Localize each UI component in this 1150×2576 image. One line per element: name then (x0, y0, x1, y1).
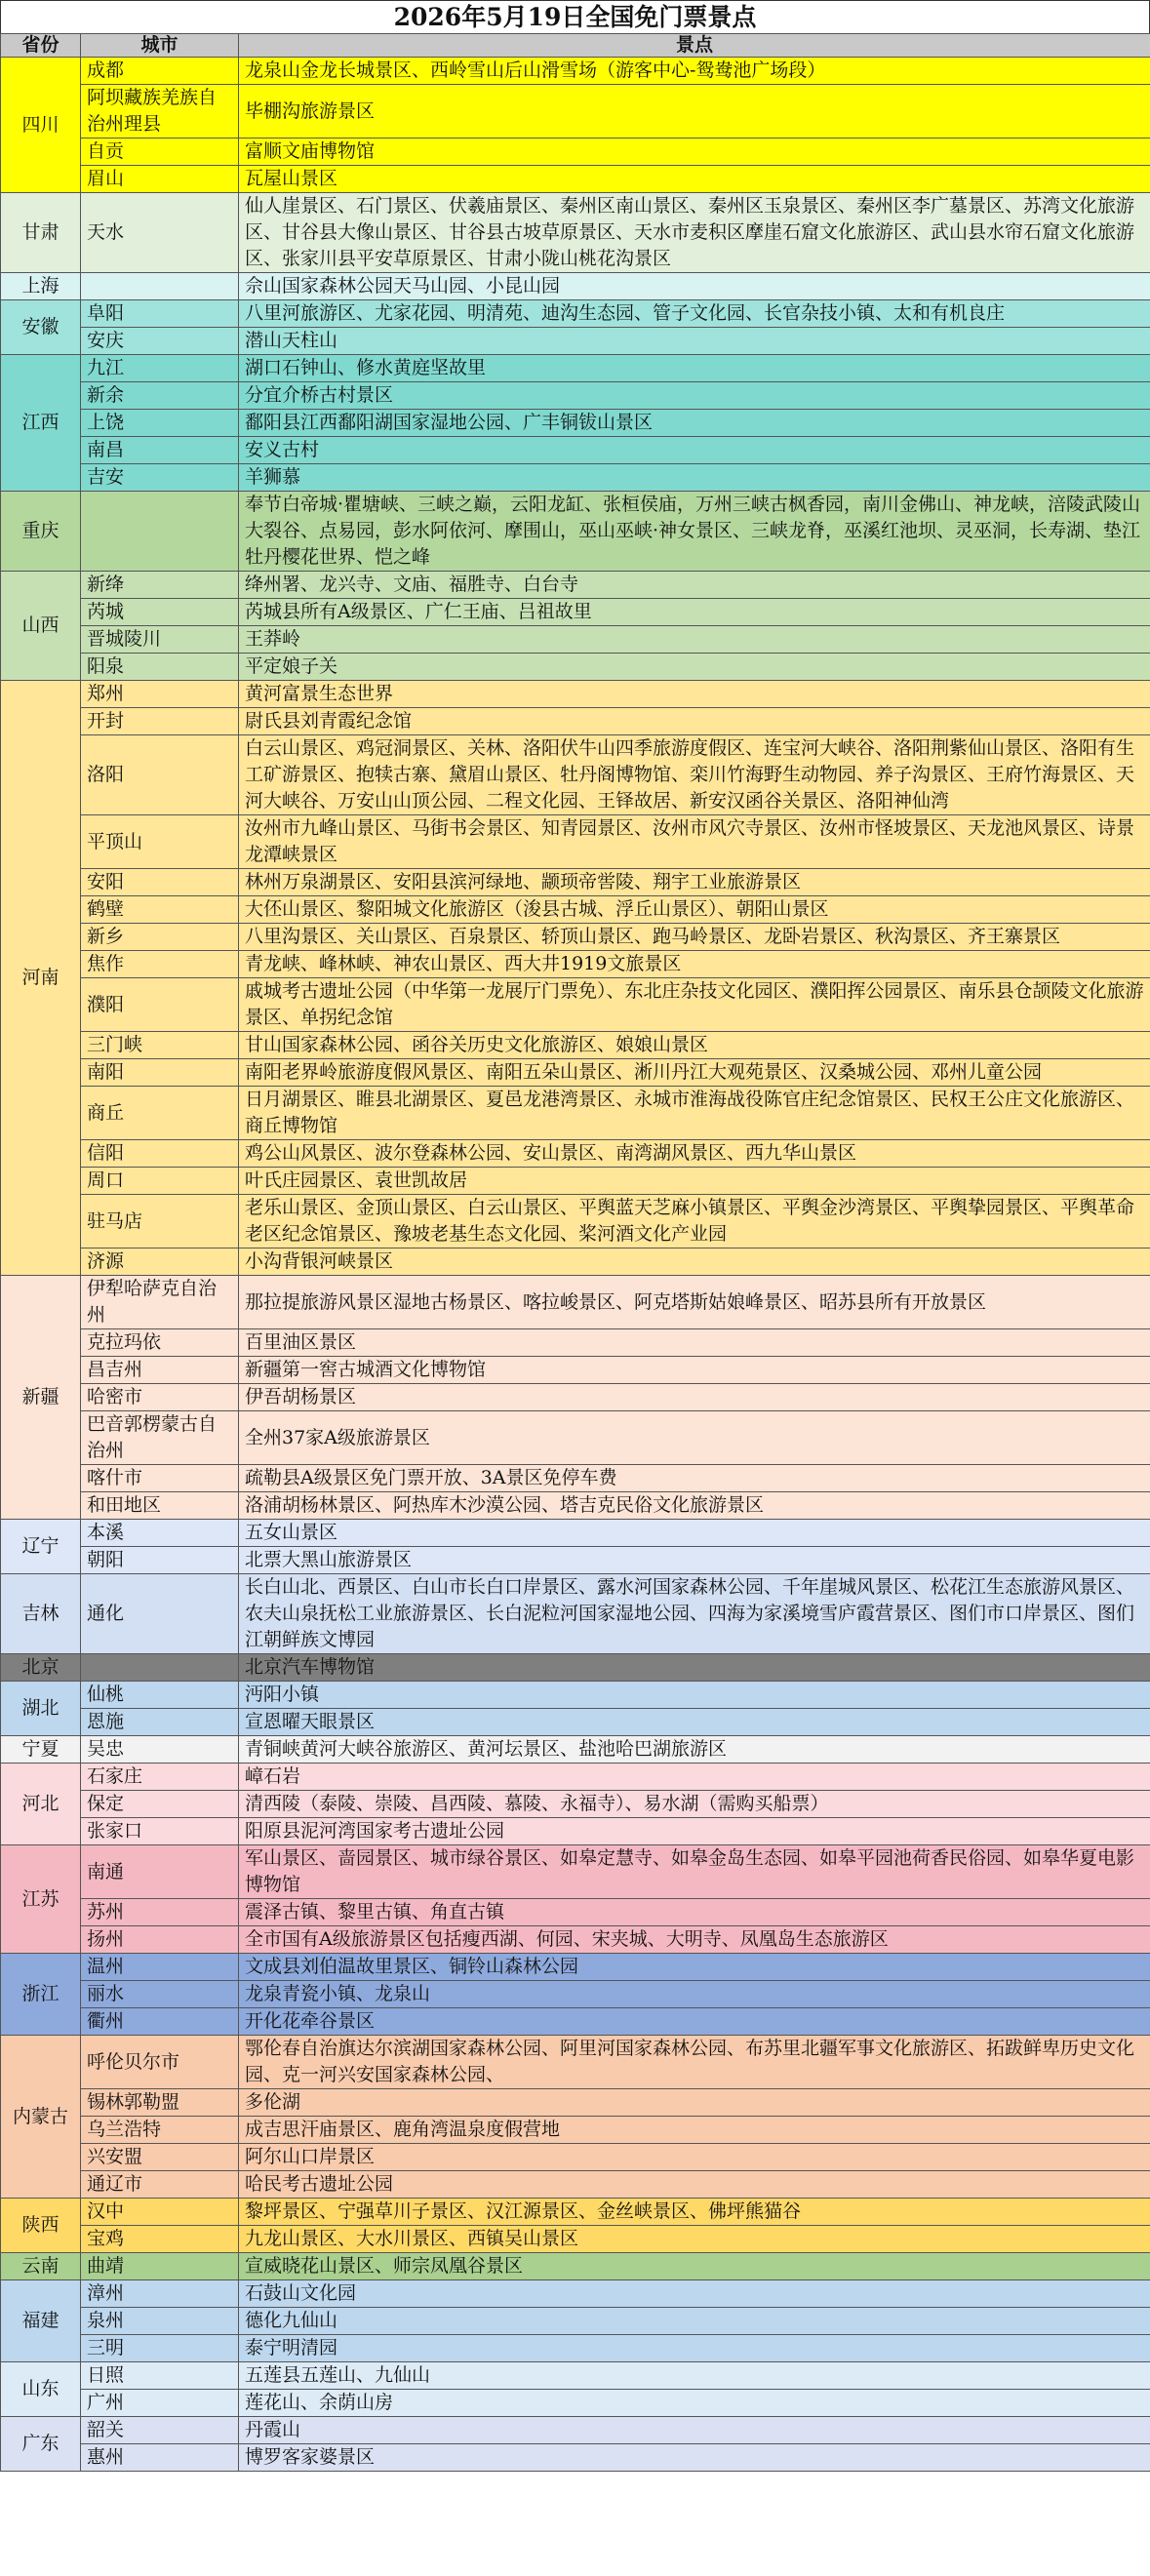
scenic-cell: 伊吾胡杨景区 (239, 1384, 1150, 1411)
city-cell: 宝鸡 (81, 2226, 239, 2253)
city-cell: 昌吉州 (81, 1357, 239, 1384)
table-row (1, 572, 1150, 599)
city-cell: 成都 (81, 58, 239, 85)
table-row (1, 2253, 1150, 2280)
scenic-cell: 黎坪景区、宁强草川子景区、汉江源景区、金丝峡景区、佛坪熊猫谷 (239, 2199, 1150, 2226)
province-cell: 陕西 (1, 2199, 81, 2253)
city-cell: 汉中 (81, 2199, 239, 2226)
scenic-cell: 北京汽车博物馆 (239, 1654, 1150, 1682)
province-cell: 重庆 (1, 492, 81, 572)
province-cell: 上海 (1, 273, 81, 300)
city-cell: 巴音郭楞蒙古自治州 (81, 1411, 239, 1465)
city-cell: 安阳 (81, 869, 239, 896)
scenic-cell: 八里河旅游区、尤家花园、明清苑、迪沟生态园、管子文化园、长官杂技小镇、太和有机良庄 (239, 300, 1150, 328)
city-cell: 阜阳 (81, 300, 239, 328)
scenic-cell: 绛州署、龙兴寺、文庙、福胜寺、白台寺 (239, 572, 1150, 599)
city-cell (81, 273, 239, 300)
page-title: 2026年5月19日全国免门票景点 (0, 0, 1150, 33)
city-cell: 信阳 (81, 1140, 239, 1168)
province-cell: 江西 (1, 355, 81, 492)
table-row (1, 869, 1150, 896)
city-cell: 衢州 (81, 2008, 239, 2036)
table-row (1, 1764, 1150, 1791)
city-cell: 眉山 (81, 166, 239, 193)
table-row (1, 166, 1150, 193)
table-row (1, 1899, 1150, 1926)
table-row (1, 1384, 1150, 1411)
city-cell: 吉安 (81, 464, 239, 492)
city-cell: 安庆 (81, 328, 239, 355)
province-cell: 新疆 (1, 1276, 81, 1520)
scenic-cell: 尉氏县刘青霞纪念馆 (239, 708, 1150, 735)
table-row (1, 1926, 1150, 1954)
table-row (1, 355, 1150, 382)
province-cell: 甘肃 (1, 193, 81, 273)
city-cell: 本溪 (81, 1520, 239, 1547)
city-cell: 乌兰浩特 (81, 2117, 239, 2144)
table-row (1, 273, 1150, 300)
table-header-row (1, 34, 1150, 58)
table-row (1, 654, 1150, 681)
table-row (1, 708, 1150, 735)
province-cell: 河北 (1, 1764, 81, 1845)
scenic-cell: 湖口石钟山、修水黄庭坚故里 (239, 355, 1150, 382)
table-row (1, 1520, 1150, 1547)
scenic-cell: 那拉提旅游风景区湿地古杨景区、喀拉峻景区、阿克塔斯姑娘峰景区、昭苏县所有开放景区 (239, 1276, 1150, 1329)
city-cell: 朝阳 (81, 1547, 239, 1574)
header-province: 省份 (1, 34, 81, 58)
scenic-cell: 小沟背银河峡景区 (239, 1248, 1150, 1276)
table-row (1, 2008, 1150, 2036)
city-cell: 天水 (81, 193, 239, 273)
city-cell: 丽水 (81, 1981, 239, 2008)
scenic-cell: 潜山天柱山 (239, 328, 1150, 355)
scenic-cell: 泰宁明清园 (239, 2335, 1150, 2362)
city-cell (81, 492, 239, 572)
scenic-cell: 沔阳小镇 (239, 1682, 1150, 1709)
table-row (1, 978, 1150, 1032)
city-cell: 漳州 (81, 2280, 239, 2308)
scenic-cell: 洛浦胡杨林景区、阿热库木沙漠公园、塔吉克民俗文化旅游景区 (239, 1492, 1150, 1520)
table-row (1, 328, 1150, 355)
table-row (1, 2335, 1150, 2362)
province-cell: 安徽 (1, 300, 81, 355)
province-cell: 浙江 (1, 1954, 81, 2036)
scenic-cell: 五女山景区 (239, 1520, 1150, 1547)
province-cell: 江苏 (1, 1845, 81, 1954)
table-row (1, 1547, 1150, 1574)
province-cell: 湖北 (1, 1682, 81, 1736)
scenic-cell: 毕棚沟旅游景区 (239, 85, 1150, 139)
table-row (1, 437, 1150, 464)
scenic-cell: 青龙峡、峰林峡、神农山景区、西大井1919文旅景区 (239, 951, 1150, 978)
scenic-cell: 军山景区、啬园景区、城市绿谷景区、如皋定慧寺、如皋金岛生态园、如皋平园池荷香民俗园、如皋华夏电影博物馆 (239, 1845, 1150, 1899)
city-cell: 通化 (81, 1574, 239, 1654)
scenic-cell: 鄂伦春自治旗达尔滨湖国家森林公园、阿里河国家森林公园、布苏里北疆军事文化旅游区、拓跋鲜卑历史文化园、克一河兴安国家森林公园、 (239, 2036, 1150, 2089)
table-row (1, 2362, 1150, 2390)
scenic-cell: 鸡公山风景区、波尔登森林公园、安山景区、南湾湖风景区、西九华山景区 (239, 1140, 1150, 1168)
province-cell: 云南 (1, 2253, 81, 2280)
scenic-cell: 日月湖景区、睢县北湖景区、夏邑龙港湾景区、永城市淮海战役陈官庄纪念馆景区、民权王公庄文化旅游区、商丘博物馆 (239, 1087, 1150, 1140)
city-cell: 惠州 (81, 2444, 239, 2472)
city-cell: 平顶山 (81, 815, 239, 869)
scenic-cell: 宣威晓花山景区、师宗凤凰谷景区 (239, 2253, 1150, 2280)
city-cell: 济源 (81, 1248, 239, 1276)
table-row (1, 681, 1150, 708)
scenic-cell: 王莽岭 (239, 626, 1150, 654)
scenic-cell: 阿尔山口岸景区 (239, 2144, 1150, 2171)
city-cell: 南昌 (81, 437, 239, 464)
table-row (1, 2390, 1150, 2417)
city-cell: 广州 (81, 2390, 239, 2417)
province-cell: 北京 (1, 1654, 81, 1682)
city-cell: 韶关 (81, 2417, 239, 2444)
city-cell: 克拉玛依 (81, 1329, 239, 1357)
scenic-cell: 阳原县泥河湾国家考古遗址公园 (239, 1818, 1150, 1845)
scenic-cell: 仙人崖景区、石门景区、伏羲庙景区、秦州区南山景区、秦州区玉泉景区、秦州区李广墓景区、苏湾文化旅游区、甘谷县大像山景区、甘谷县古坡草原景区、天水市麦积区摩崖石窟文化旅游区、武山县水帘石窟文化旅游区、张家川县平安草原景区、甘肃小陇山桃花沟景区 (239, 193, 1150, 273)
table-row (1, 2308, 1150, 2335)
scenic-cell: 莲花山、余荫山房 (239, 2390, 1150, 2417)
city-cell: 濮阳 (81, 978, 239, 1032)
table-row (1, 1248, 1150, 1276)
table-row (1, 1059, 1150, 1087)
city-cell: 苏州 (81, 1899, 239, 1926)
city-cell: 新余 (81, 382, 239, 410)
scenic-cell: 博罗客家婆景区 (239, 2444, 1150, 2472)
scenic-cell: 清西陵（泰陵、崇陵、昌西陵、慕陵、永福寺）、易水湖（需购买船票） (239, 1791, 1150, 1818)
scenic-cell: 青铜峡黄河大峡谷旅游区、黄河坛景区、盐池哈巴湖旅游区 (239, 1736, 1150, 1764)
city-cell: 吴忠 (81, 1736, 239, 1764)
city-cell: 芮城 (81, 599, 239, 626)
city-cell: 曲靖 (81, 2253, 239, 2280)
scenic-cell: 林州万泉湖景区、安阳县滨河绿地、颛顼帝喾陵、翔宇工业旅游景区 (239, 869, 1150, 896)
scenic-cell: 龙泉山金龙长城景区、西岭雪山后山滑雪场（游客中心-鸳鸯池广场段） (239, 58, 1150, 85)
table-row (1, 1087, 1150, 1140)
scenic-cell: 戚城考古遗址公园（中华第一龙展厅门票免）、东北庄杂技文化园区、濮阳挥公园景区、南乐县仓颉陵文化旅游景区、单拐纪念馆 (239, 978, 1150, 1032)
city-cell: 温州 (81, 1954, 239, 1981)
table-row (1, 599, 1150, 626)
scenic-cell: 北票大黑山旅游景区 (239, 1547, 1150, 1574)
table-row (1, 1791, 1150, 1818)
city-cell: 阳泉 (81, 654, 239, 681)
province-cell: 宁夏 (1, 1736, 81, 1764)
table-row (1, 1492, 1150, 1520)
free-ticket-table (0, 33, 1150, 2472)
scenic-cell: 疏勒县A级景区免门票开放、3A景区免停车费 (239, 1465, 1150, 1492)
table-row (1, 1574, 1150, 1654)
table-row (1, 815, 1150, 869)
scenic-cell: 文成县刘伯温故里景区、铜铃山森林公园 (239, 1954, 1150, 1981)
scenic-cell: 平定娘子关 (239, 654, 1150, 681)
table-row (1, 1140, 1150, 1168)
scenic-cell: 九龙山景区、大水川景区、西镇吴山景区 (239, 2226, 1150, 2253)
scenic-cell: 多伦湖 (239, 2089, 1150, 2117)
city-cell: 自贡 (81, 139, 239, 166)
scenic-cell: 瓦屋山景区 (239, 166, 1150, 193)
table-body (1, 58, 1150, 2472)
city-cell: 哈密市 (81, 1384, 239, 1411)
city-cell: 仙桃 (81, 1682, 239, 1709)
table-row (1, 1032, 1150, 1059)
city-cell: 三明 (81, 2335, 239, 2362)
table-row (1, 924, 1150, 951)
table-row (1, 464, 1150, 492)
city-cell: 商丘 (81, 1087, 239, 1140)
scenic-cell: 安义古村 (239, 437, 1150, 464)
scenic-cell: 羊狮慕 (239, 464, 1150, 492)
table-row (1, 2417, 1150, 2444)
city-cell: 南通 (81, 1845, 239, 1899)
table-row (1, 139, 1150, 166)
city-cell: 新绛 (81, 572, 239, 599)
city-cell: 伊犁哈萨克自治州 (81, 1276, 239, 1329)
table-row (1, 1682, 1150, 1709)
province-cell: 河南 (1, 681, 81, 1276)
table-row (1, 2226, 1150, 2253)
city-cell: 喀什市 (81, 1465, 239, 1492)
scenic-cell: 嶂石岩 (239, 1764, 1150, 1791)
table-row (1, 1981, 1150, 2008)
scenic-cell: 佘山国家森林公园天马山园、小昆山园 (239, 273, 1150, 300)
table-row (1, 951, 1150, 978)
scenic-cell: 分宜介桥古村景区 (239, 382, 1150, 410)
city-cell (81, 1654, 239, 1682)
table-row (1, 1465, 1150, 1492)
city-cell: 晋城陵川 (81, 626, 239, 654)
province-cell: 四川 (1, 58, 81, 193)
table-row (1, 1168, 1150, 1195)
province-cell: 山西 (1, 572, 81, 681)
city-cell: 泉州 (81, 2308, 239, 2335)
table-row (1, 2036, 1150, 2089)
scenic-cell: 汝州市九峰山景区、马街书会景区、知青园景区、汝州市风穴寺景区、汝州市怪坡景区、天龙池风景区、诗景龙潭峡景区 (239, 815, 1150, 869)
city-cell: 九江 (81, 355, 239, 382)
city-cell: 三门峡 (81, 1032, 239, 1059)
scenic-cell: 白云山景区、鸡冠洞景区、关林、洛阳伏牛山四季旅游度假区、连宝河大峡谷、洛阳荆紫仙山景区、洛阳有生工矿游景区、抱犊古寨、黛眉山景区、牡丹阁博物馆、栾川竹海野生动物园、养子沟景区、王府竹海景区、天河大峡谷、万安山山顶公园、二程文化园、王铎故居、新安汉函谷关景区、洛阳神仙湾 (239, 735, 1150, 815)
city-cell: 兴安盟 (81, 2144, 239, 2171)
scenic-cell: 石鼓山文化园 (239, 2280, 1150, 2308)
scenic-cell: 全州37家A级旅游景区 (239, 1411, 1150, 1465)
table-row (1, 300, 1150, 328)
scenic-cell: 富顺文庙博物馆 (239, 139, 1150, 166)
table-row (1, 410, 1150, 437)
province-cell: 吉林 (1, 1574, 81, 1654)
city-cell: 阿坝藏族羌族自治州理县 (81, 85, 239, 139)
table-row (1, 85, 1150, 139)
table-row (1, 2171, 1150, 2199)
city-cell: 和田地区 (81, 1492, 239, 1520)
scenic-cell: 甘山国家森林公园、函谷关历史文化旅游区、娘娘山景区 (239, 1032, 1150, 1059)
scenic-cell: 成吉思汗庙景区、鹿角湾温泉度假营地 (239, 2117, 1150, 2144)
header-scenic: 景点 (239, 34, 1150, 58)
city-cell: 扬州 (81, 1926, 239, 1954)
city-cell: 恩施 (81, 1709, 239, 1736)
scenic-cell: 新疆第一窖古城酒文化博物馆 (239, 1357, 1150, 1384)
scenic-cell: 全市国有A级旅游景区包括瘦西湖、何园、宋夹城、大明寺、凤凰岛生态旅游区 (239, 1926, 1150, 1954)
table-row (1, 735, 1150, 815)
table-row (1, 1195, 1150, 1248)
scenic-cell: 大伾山景区、黎阳城文化旅游区（浚县古城、浮丘山景区）、朝阳山景区 (239, 896, 1150, 924)
city-cell: 张家口 (81, 1818, 239, 1845)
table-row (1, 2144, 1150, 2171)
table-row (1, 1954, 1150, 1981)
scenic-cell: 八里沟景区、关山景区、百泉景区、轿顶山景区、跑马岭景区、龙卧岩景区、秋沟景区、齐王寨景区 (239, 924, 1150, 951)
city-cell: 郑州 (81, 681, 239, 708)
scenic-cell: 鄱阳县江西鄱阳湖国家湿地公园、广丰铜钹山景区 (239, 410, 1150, 437)
scenic-cell: 百里油区景区 (239, 1329, 1150, 1357)
scenic-cell: 南阳老界岭旅游度假风景区、南阳五朵山景区、淅川丹江大观苑景区、汉桑城公园、邓州儿童公园 (239, 1059, 1150, 1087)
city-cell: 开封 (81, 708, 239, 735)
table-row (1, 2117, 1150, 2144)
scenic-cell: 叶氏庄园景区、袁世凯故居 (239, 1168, 1150, 1195)
city-cell: 日照 (81, 2362, 239, 2390)
city-cell: 上饶 (81, 410, 239, 437)
scenic-cell: 丹霞山 (239, 2417, 1150, 2444)
scenic-cell: 开化花牵谷景区 (239, 2008, 1150, 2036)
scenic-cell: 芮城县所有A级景区、广仁王庙、吕祖故里 (239, 599, 1150, 626)
city-cell: 通辽市 (81, 2171, 239, 2199)
city-cell: 洛阳 (81, 735, 239, 815)
city-cell: 新乡 (81, 924, 239, 951)
table-row (1, 1357, 1150, 1384)
table-row (1, 2199, 1150, 2226)
table-row (1, 1845, 1150, 1899)
province-cell: 辽宁 (1, 1520, 81, 1574)
scenic-cell: 德化九仙山 (239, 2308, 1150, 2335)
city-cell: 石家庄 (81, 1764, 239, 1791)
table-row (1, 2280, 1150, 2308)
scenic-cell: 哈民考古遗址公园 (239, 2171, 1150, 2199)
scenic-cell: 黄河富景生态世界 (239, 681, 1150, 708)
table-row (1, 1329, 1150, 1357)
table-row (1, 1276, 1150, 1329)
province-cell: 山东 (1, 2362, 81, 2417)
scenic-cell: 五莲县五莲山、九仙山 (239, 2362, 1150, 2390)
table-row (1, 1709, 1150, 1736)
table-row (1, 492, 1150, 572)
province-cell: 福建 (1, 2280, 81, 2362)
table-row (1, 1411, 1150, 1465)
table-row (1, 58, 1150, 85)
city-cell: 焦作 (81, 951, 239, 978)
table-row (1, 2444, 1150, 2472)
table-row (1, 2089, 1150, 2117)
scenic-cell: 老乐山景区、金顶山景区、白云山景区、平舆蓝天芝麻小镇景区、平舆金沙湾景区、平舆挚园景区、平舆革命老区纪念馆景区、豫坡老基生态文化园、桨河酒文化产业园 (239, 1195, 1150, 1248)
table-row (1, 626, 1150, 654)
city-cell: 锡林郭勒盟 (81, 2089, 239, 2117)
scenic-cell: 震泽古镇、黎里古镇、角直古镇 (239, 1899, 1150, 1926)
table-row (1, 1736, 1150, 1764)
table-row (1, 1654, 1150, 1682)
province-cell: 广东 (1, 2417, 81, 2472)
city-cell: 鹤壁 (81, 896, 239, 924)
city-cell: 南阳 (81, 1059, 239, 1087)
scenic-cell: 龙泉青瓷小镇、龙泉山 (239, 1981, 1150, 2008)
scenic-cell: 奉节白帝城·瞿塘峡、三峡之巅，云阳龙缸、张桓侯庙，万州三峡古枫香园，南川金佛山、神龙峡，涪陵武陵山大裂谷、点易园，彭水阿依河、摩围山，巫山巫峡·神女景区、三峡龙脊，巫溪红池坝、灵巫洞，长寿湖、垫江牡丹樱花世界、恺之峰 (239, 492, 1150, 572)
table-row (1, 1818, 1150, 1845)
header-city: 城市 (81, 34, 239, 58)
table-row (1, 382, 1150, 410)
scenic-cell: 长白山北、西景区、白山市长白口岸景区、露水河国家森林公园、千年崖城风景区、松花江生态旅游风景区、农夫山泉抚松工业旅游景区、长白泥粒河国家湿地公园、四海为家溪境雪庐霞营景区、图们市口岸景区、图们江朝鲜族文博园 (239, 1574, 1150, 1654)
city-cell: 保定 (81, 1791, 239, 1818)
table-row (1, 896, 1150, 924)
table-row (1, 193, 1150, 273)
scenic-cell: 宣恩曜天眼景区 (239, 1709, 1150, 1736)
city-cell: 呼伦贝尔市 (81, 2036, 239, 2089)
city-cell: 驻马店 (81, 1195, 239, 1248)
city-cell: 周口 (81, 1168, 239, 1195)
province-cell: 内蒙古 (1, 2036, 81, 2199)
